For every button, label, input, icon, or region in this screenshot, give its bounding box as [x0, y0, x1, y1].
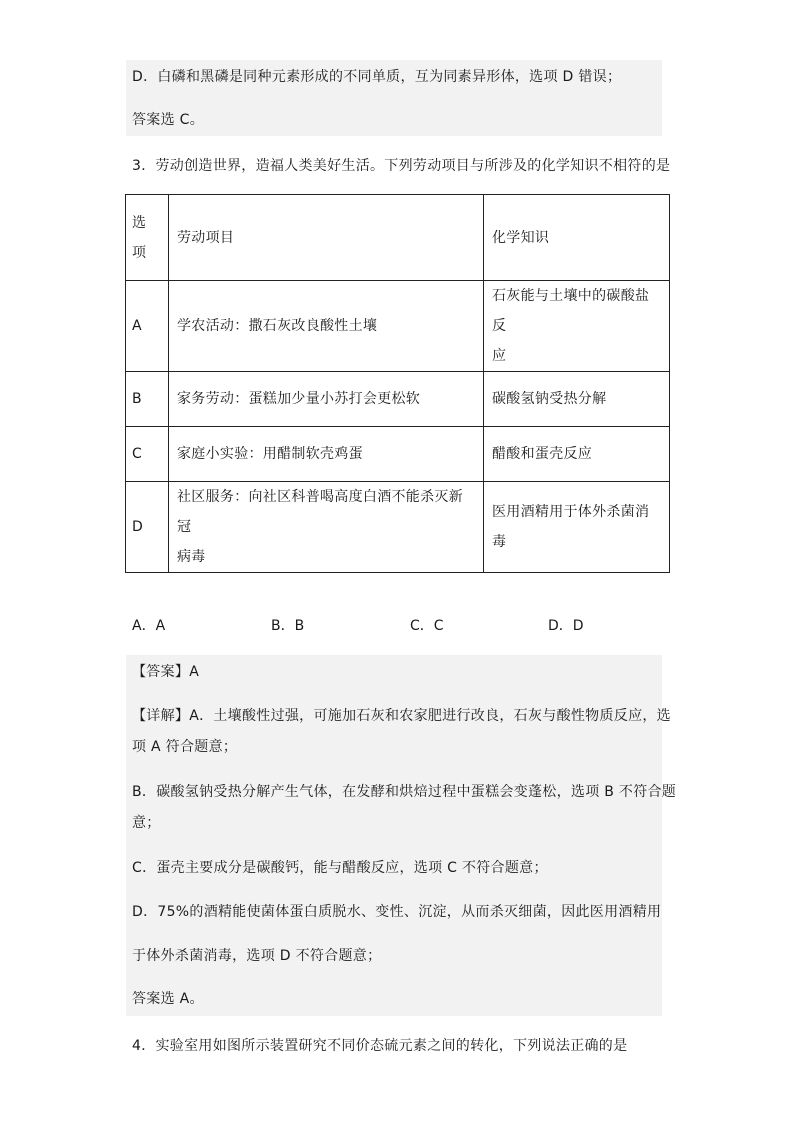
header-project-cell: 劳动项目	[169, 195, 484, 281]
explain-b-line2: 意；	[132, 815, 161, 831]
table-row-d	[126, 482, 670, 573]
header-knowledge-cell: 化学知识	[484, 195, 670, 281]
choice-d: D．D	[548, 618, 584, 634]
option-cell: A	[126, 281, 169, 372]
q3-choices	[132, 615, 652, 637]
table-row-b	[126, 372, 670, 427]
project-cell: 学农活动：撒石灰改良酸性土壤	[169, 281, 484, 372]
q3-stem: 3．劳动创造世界，造福人类美好生活。下列劳动项目与所涉及的化学知识不相符的是	[132, 158, 671, 174]
header-option-line2: 项	[132, 244, 147, 261]
explain-c: C．蛋壳主要成分是碳酸钙，能与醋酸反应，选项 C 不符合题意；	[132, 860, 548, 876]
knowledge-cell: 醋酸和蛋壳反应	[484, 427, 670, 482]
project-cell	[169, 482, 484, 573]
prev-answer: 答案选 C。	[132, 112, 205, 128]
knowledge-cell	[484, 281, 670, 372]
explain-a-line2: 项 A 符合题意；	[132, 739, 238, 755]
table-row-c	[126, 427, 670, 482]
option-cell: D	[126, 482, 169, 573]
q3-answer: 【答案】A	[132, 664, 200, 680]
choice-a: A．A	[132, 618, 166, 634]
explain-conclusion: 答案选 A。	[132, 991, 204, 1007]
option-cell: C	[126, 427, 169, 482]
table-row-a	[126, 281, 670, 372]
header-option-line1: 选	[132, 214, 147, 231]
choice-b: B．B	[271, 618, 305, 634]
knowledge-cell: 医用酒精用于体外杀菌消毒	[484, 482, 670, 573]
explain-b-line1: B．碳酸氢钠受热分解产生气体，在发酵和烘焙过程中蛋糕会变蓬松，选项 B 不符合题	[132, 784, 677, 800]
table-header-row	[126, 195, 670, 281]
q3-table	[125, 194, 670, 573]
prev-option-d-explanation: D．白磷和黑磷是同种元素形成的不同单质，互为同素异形体，选项 D 错误；	[132, 69, 622, 85]
knowledge-line2: 应	[492, 348, 507, 364]
project-line2: 病毒	[177, 549, 206, 565]
project-cell: 家务劳动：蛋糕加少量小苏打会更松软	[169, 372, 484, 427]
explain-d-line2: 于体外杀菌消毒，选项 D 不符合题意；	[132, 948, 382, 964]
option-cell: B	[126, 372, 169, 427]
explain-a-line1: 【详解】A．土壤酸性过强，可施加石灰和农家肥进行改良，石灰与酸性物质反应，选	[132, 708, 671, 724]
q4-stem: 4．实验室用如图所示装置研究不同价态硫元素之间的转化，下列说法正确的是	[132, 1038, 628, 1054]
knowledge-line1: 石灰能与土壤中的碳酸盐反	[492, 288, 650, 334]
knowledge-cell: 碳酸氢钠受热分解	[484, 372, 670, 427]
choice-c: C．C	[410, 618, 444, 634]
explain-d-line1: D．75%的酒精能使菌体蛋白质脱水、变性、沉淀，从而杀灭细菌，因此医用酒精用	[132, 904, 662, 920]
project-line1: 社区服务：向社区科普喝高度白酒不能杀灭新冠	[177, 489, 463, 535]
project-cell: 家庭小实验：用醋制软壳鸡蛋	[169, 427, 484, 482]
header-option-cell	[126, 195, 169, 281]
